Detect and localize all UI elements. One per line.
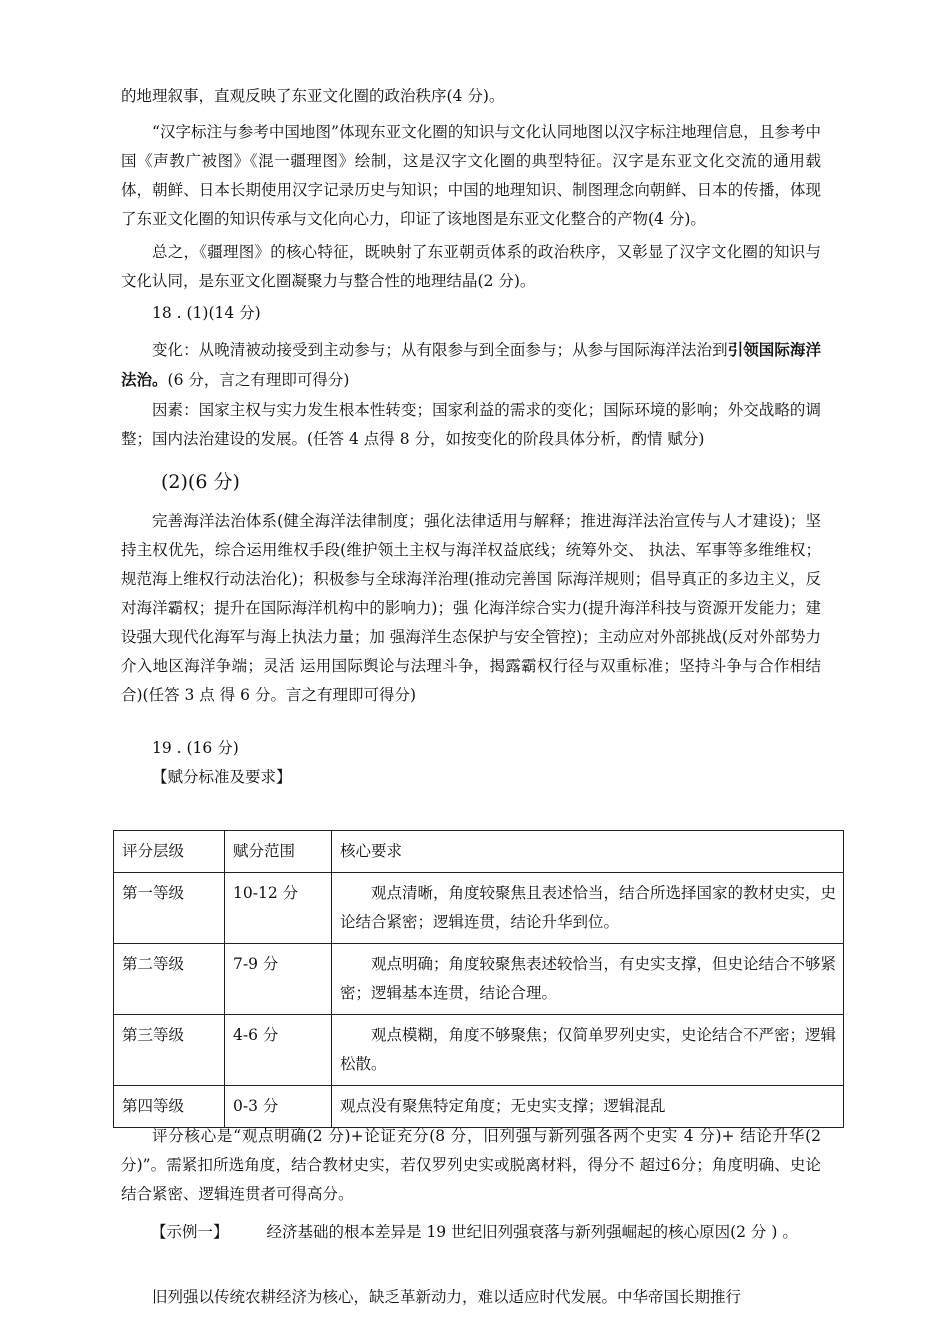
question-18-changes — [121, 335, 821, 395]
table-header-cell: 评分层级 — [114, 831, 225, 873]
question-18-part-2: (2)(6 分) — [161, 471, 240, 493]
table-row — [114, 944, 844, 1015]
changes-bold-text: 引领国际海洋法治。 — [121, 340, 821, 389]
scoring-criteria-title: 【赋分标准及要求】 — [152, 768, 292, 786]
table-header-cell: 核心要求 — [332, 831, 844, 873]
table-cell-range: 0-3 分 — [225, 1086, 332, 1128]
table-cell-level: 第三等级 — [114, 1015, 225, 1086]
table-cell-level: 第二等级 — [114, 944, 225, 1015]
table-cell-requirement — [332, 1015, 844, 1086]
example-text: 经济基础的根本差异是 19 世纪旧列强衰落与新列强崛起的核心原因(2 分 ) 。 — [266, 1223, 798, 1241]
table-cell-requirement — [332, 944, 844, 1015]
paragraph-conclusion: 总之，《疆理图》的核心特征，既映射了东亚朝贡体系的政治秩序，又彰显了汉字文化圈的知识与文化认同，是东亚文化圈凝聚力与整合性的地理结晶(2 分)。 — [121, 243, 821, 290]
paragraph-old-powers: 旧列强以传统农耕经济为核心，缺乏革新动力，难以适应时代发展。中华帝国长期推行 — [152, 1288, 742, 1306]
example-one — [121, 1218, 821, 1247]
changes-text: 变化：从晚清被动接受到主动参与；从有限参与到全面参与；从参与国际海洋法治到 — [152, 341, 728, 359]
table-cell-level: 第一等级 — [114, 873, 225, 944]
question-19-header: 19 . (16 分) — [152, 739, 239, 757]
table-header-row — [114, 831, 844, 873]
table-cell-requirement — [332, 873, 844, 944]
scoring-table — [113, 830, 844, 1128]
requirement-text: 观点清晰，角度较聚焦且表述恰当，结合所选择国家的教材史实，史论结合紧密；逻辑连贯，结论升华到位。 — [340, 884, 837, 931]
table-row — [114, 1015, 844, 1086]
changes-score: (6 分，言之有理即可得分) — [167, 371, 350, 389]
requirement-text: 观点模糊，角度不够聚焦；仅简单罗列史实，史论结合不严密；逻辑松散。 — [340, 1026, 837, 1073]
scoring-note: 评分核心是“观点明确(2 分)+论证充分(8 分，旧列强与新列强各两个史实 4 分)+ 结论升华(2分)”。需紧扣所选角度，结合教材史实，若仅罗列史实或脱离材料，得分不 超过6分；角度明确、史论结合紧密、逻辑连贯者可得高分。 — [121, 1127, 821, 1203]
question-18-factors: 因素：国家主权与实力发生根本性转变；国家利益的需求的变化；国际环境的影响；外交战略的调整；国内法治建设的发展。(任答 4 点得 8 分，如按变化的阶段具体分析，酌情 赋分) — [121, 401, 821, 448]
example-label: 【示例一】 — [151, 1223, 229, 1241]
requirement-text: 观点明确；角度较聚焦表述较恰当，有史实支撑，但史论结合不够紧密；逻辑基本连贯，结论合理。 — [340, 955, 837, 1002]
table-cell-range: 4-6 分 — [225, 1015, 332, 1086]
table-cell-range: 10-12 分 — [225, 873, 332, 944]
question-18-part-2-body: 完善海洋法治体系(健全海洋法律制度；强化法律适用与解释；推进海洋法治宣传与人才建设)；坚持主权优先，综合运用维权手段(维护领土主权与海洋权益底线；统筹外交、 执法、军事等多维维权；规范海上维权行动法治化)；积极参与全球海洋治理(推动完善国 际海洋规则；倡导真正的多边主义，反对海洋霸权；提升在国际海洋机构中的影响力)；强 化海洋综合实力(提升海洋科技与资源开发能力；建设强大现代化海军与海上执法力量；加 强海洋生态保护与安全管控)；主动应对外部挑战(反对外部势力介入地区海洋争端；灵活 运用国际舆论与法理斗争，揭露霸权行径与双重标准；坚持斗争与合作相结合)(任答 3 点 得 6 分。言之有理即可得分) — [121, 512, 821, 704]
paragraph-chinese-characters: “汉字标注与参考中国地图”体现东亚文化圈的知识与文化认同地图以汉字标注地理信息，且参考中国《声教广被图》《混一疆理图》绘制，这是汉字文化圈的典型特征。汉字是东亚文化交流的通用载体，朝鲜、日本长期使用汉字记录历史与知识；中国的地理知识、制图理念向朝鲜、日本的传播，体现了东亚文化圈的知识传承与文化向心力，印证了该地图是东亚文化整合的产物(4 分)。 — [121, 123, 821, 228]
table-cell-requirement: 观点没有聚焦特定角度；无史实支撑；逻辑混乱 — [332, 1086, 844, 1128]
table-cell-level: 第四等级 — [114, 1086, 225, 1128]
table-header-cell: 赋分范围 — [225, 831, 332, 873]
table-row — [114, 873, 844, 944]
question-18-header: 18 . (1)(14 分) — [152, 304, 261, 322]
paragraph-political-order: 的地理叙事，直观反映了东亚文化圈的政治秩序(4 分)。 — [121, 87, 505, 105]
table-cell-range: 7-9 分 — [225, 944, 332, 1015]
